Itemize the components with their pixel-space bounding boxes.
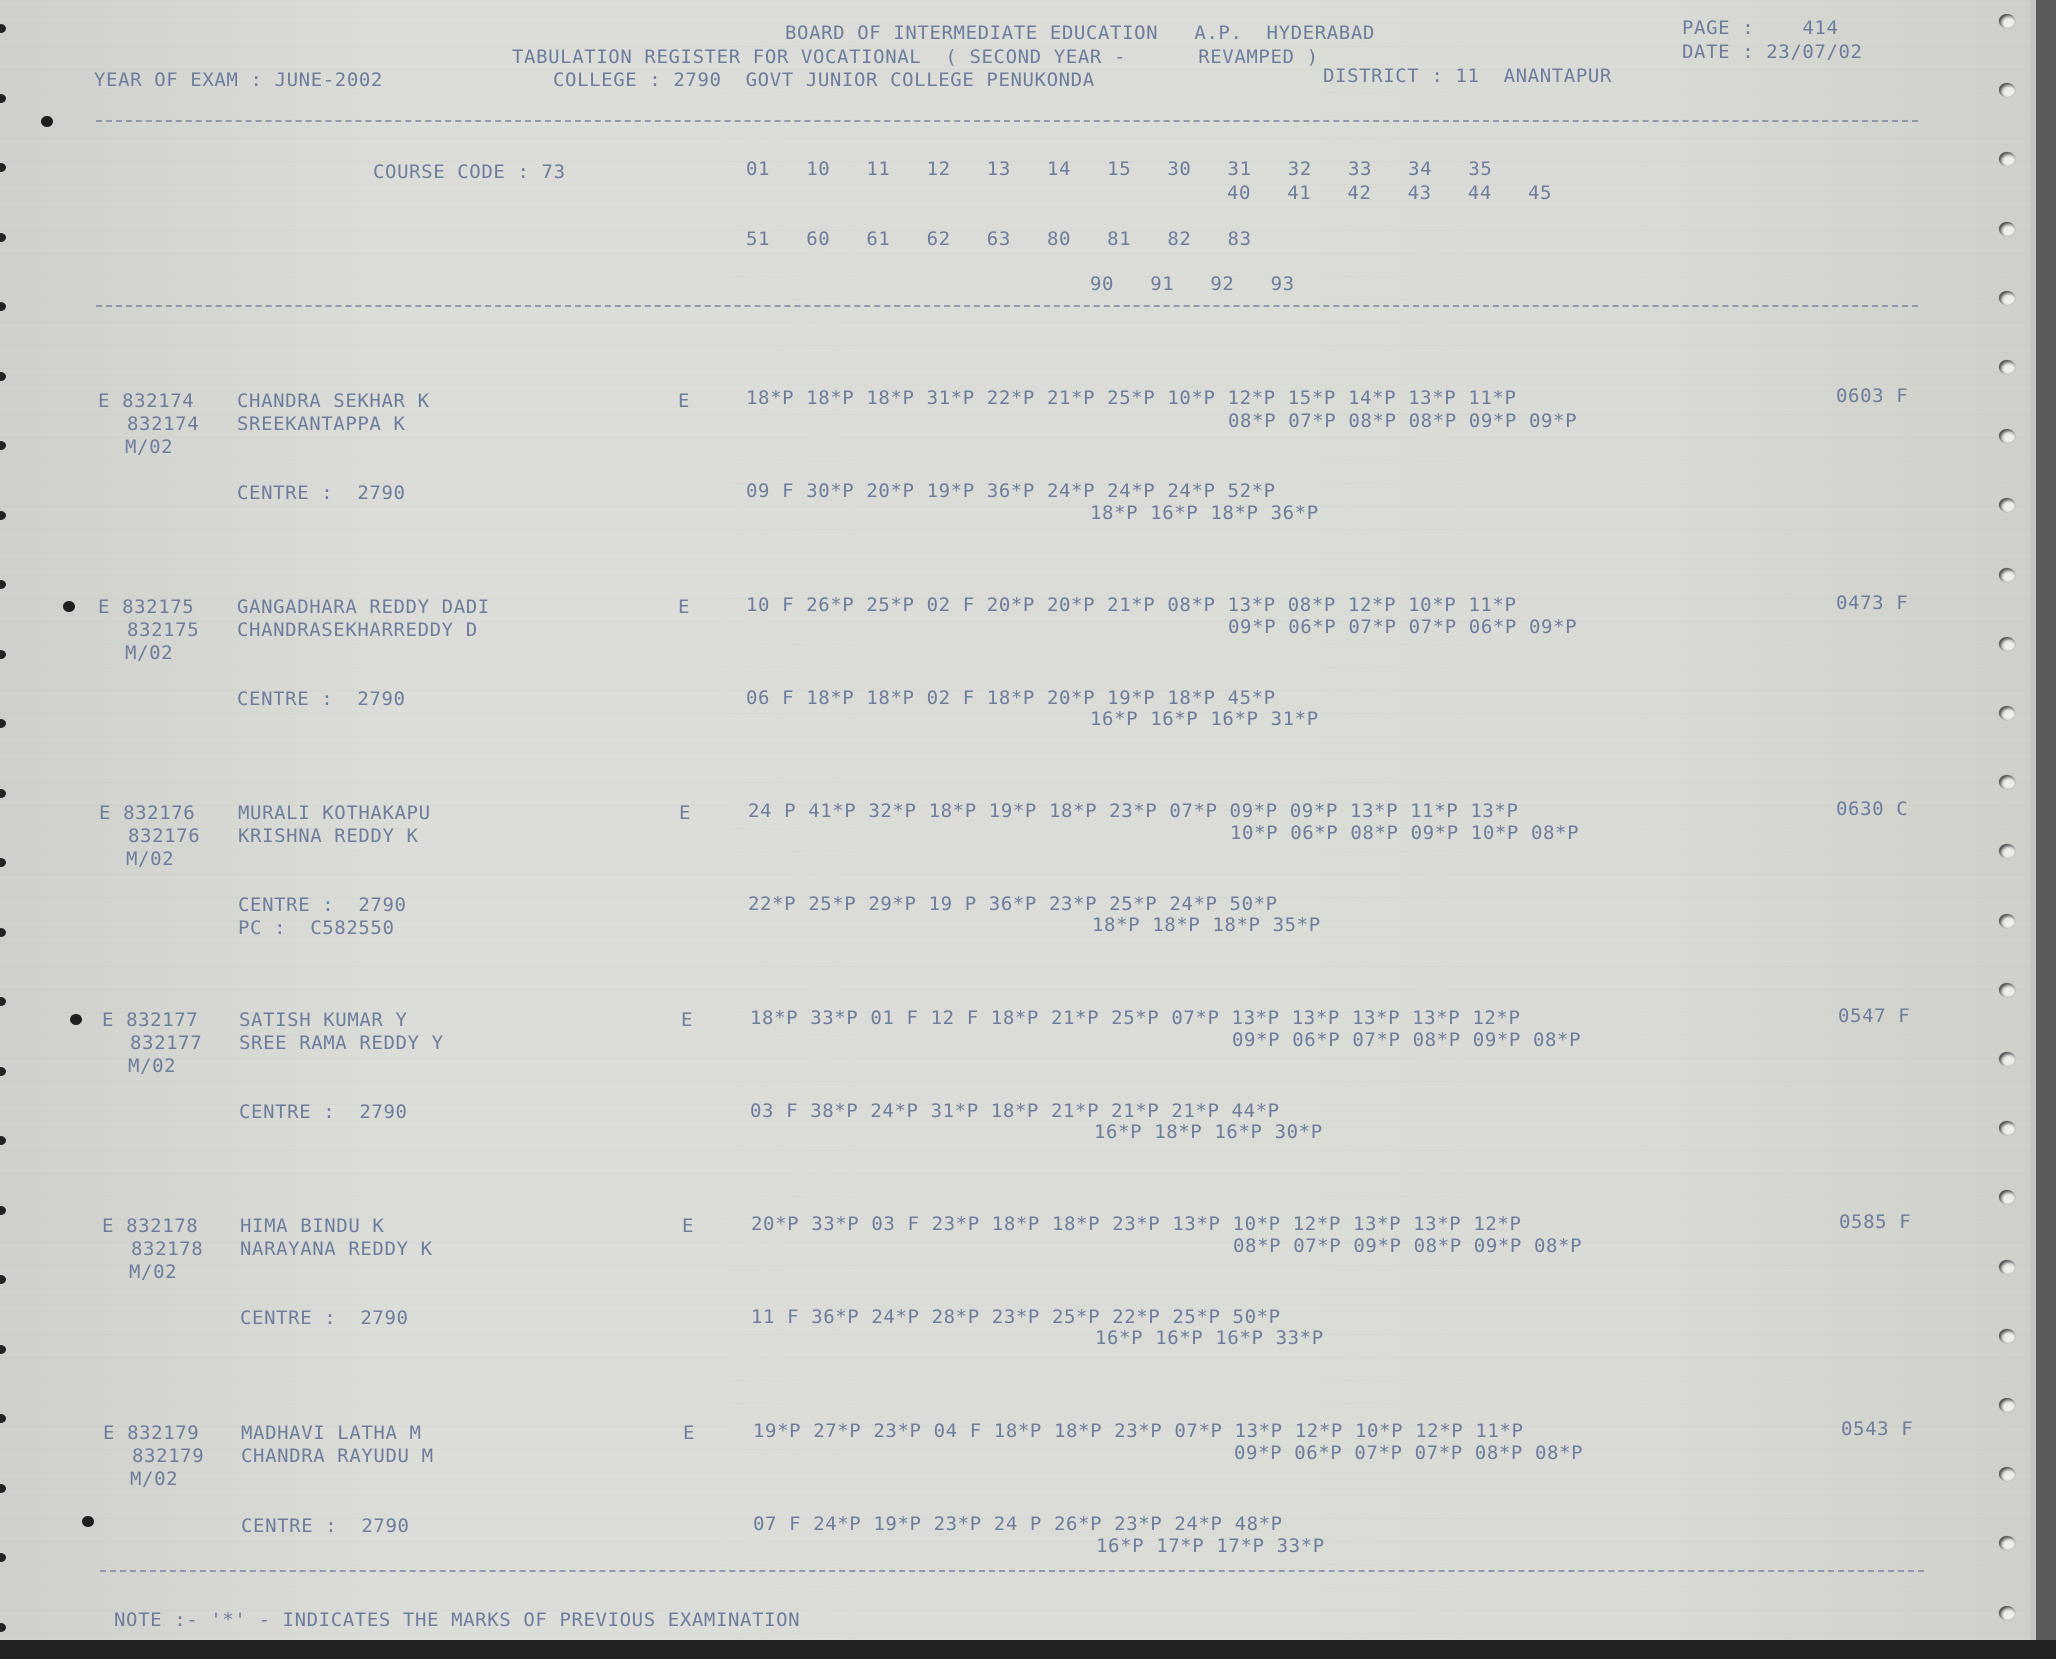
feed-hole-icon — [1999, 222, 2015, 236]
marks-line-b: 08*P 07*P 09*P 08*P 09*P 08*P — [1233, 1235, 1583, 1257]
marks-line-d: 16*P 16*P 16*P 33*P — [1095, 1327, 1324, 1349]
feed-hole-icon — [1999, 1606, 2015, 1620]
footer-divider — [100, 1570, 1924, 1572]
medium: E — [678, 390, 691, 412]
feed-hole-icon — [1999, 291, 2015, 305]
marks-line-c: 22*P 25*P 29*P 19 P 36*P 23*P 25*P 24*P 50*P — [748, 893, 1278, 915]
feed-hole-icon — [1999, 637, 2015, 651]
father-name: SREE RAMA REDDY Y — [239, 1032, 444, 1054]
student-name: MADHAVI LATHA M — [241, 1422, 422, 1444]
marks-line-d: 16*P 17*P 17*P 33*P — [1096, 1535, 1325, 1557]
register-number: 832174 — [127, 413, 200, 435]
marks-line-b: 09*P 06*P 07*P 08*P 09*P 08*P — [1232, 1029, 1582, 1051]
student-record — [0, 798, 2030, 1002]
session: M/02 — [125, 436, 174, 458]
centre: CENTRE : 2790 — [240, 1307, 409, 1329]
centre: CENTRE : 2790 — [238, 894, 407, 916]
student-name: MURALI KOTHAKAPU — [238, 802, 431, 824]
marks-line-c: 09 F 30*P 20*P 19*P 36*P 24*P 24*P 24*P 52*P — [746, 480, 1276, 502]
course-codes-row2: 40 41 42 43 44 45 — [1227, 182, 1553, 204]
pc-number: PC : C582550 — [238, 917, 395, 939]
medium: E — [679, 802, 692, 824]
marks-line-d: 16*P 16*P 16*P 31*P — [1090, 708, 1319, 730]
hall-ticket-number: E 832176 — [99, 802, 196, 824]
total-result: 0630 C — [1836, 798, 1909, 820]
marks-line-a: 10 F 26*P 25*P 02 F 20*P 20*P 21*P 08*P 13*P 08*P 12*P 10*P 11*P — [746, 594, 1517, 616]
feed-hole-icon — [1999, 914, 2015, 928]
marks-line-a: 20*P 33*P 03 F 23*P 18*P 18*P 23*P 13*P 10*P 12*P 13*P 13*P 12*P — [751, 1213, 1522, 1235]
father-name: CHANDRA RAYUDU M — [241, 1445, 434, 1467]
medium: E — [678, 596, 691, 618]
feed-hole-icon — [1999, 14, 2015, 28]
hall-ticket-number: E 832175 — [98, 596, 195, 618]
marks-line-a: 18*P 18*P 18*P 31*P 22*P 21*P 25*P 10*P 12*P 15*P 14*P 13*P 11*P — [746, 387, 1517, 409]
page-number: PAGE : 414 — [1682, 17, 1839, 39]
session: M/02 — [125, 642, 174, 664]
course-codes-row1: 01 10 11 12 13 14 15 30 31 32 33 34 35 — [746, 158, 1493, 180]
student-record — [0, 592, 2030, 796]
punch-hole-icon — [70, 1014, 82, 1025]
print-date: DATE : 23/07/02 — [1682, 41, 1863, 63]
feed-hole-icon — [1999, 1052, 2015, 1066]
feed-hole-icon — [1999, 983, 2015, 997]
punch-hole-icon — [82, 1516, 94, 1527]
register-title: TABULATION REGISTER FOR VOCATIONAL ( SECOND YEAR - REVAMPED ) — [512, 46, 1319, 68]
marks-line-c: 03 F 38*P 24*P 31*P 18*P 21*P 21*P 21*P 44*P — [750, 1100, 1280, 1122]
total-result: 0543 F — [1841, 1418, 1914, 1440]
marks-line-d: 18*P 16*P 18*P 36*P — [1090, 502, 1319, 524]
marks-line-c: 11 F 36*P 24*P 28*P 23*P 25*P 22*P 25*P 50*P — [751, 1306, 1281, 1328]
student-name: GANGADHARA REDDY DADI — [237, 596, 490, 618]
feed-hole-icon — [1999, 706, 2015, 720]
session: M/02 — [130, 1468, 179, 1490]
course-codes-row4: 90 91 92 93 — [1090, 273, 1295, 295]
register-number: 832179 — [132, 1445, 205, 1467]
student-name: HIMA BINDU K — [240, 1215, 385, 1237]
session: M/02 — [128, 1055, 177, 1077]
header-divider — [96, 120, 1918, 122]
marks-line-a: 19*P 27*P 23*P 04 F 18*P 18*P 23*P 07*P 13*P 12*P 10*P 12*P 11*P — [753, 1420, 1524, 1442]
centre: CENTRE : 2790 — [241, 1515, 410, 1537]
marks-line-b: 10*P 06*P 08*P 09*P 10*P 08*P — [1230, 822, 1580, 844]
feed-hole-icon — [1999, 1398, 2015, 1412]
student-name: CHANDRA SEKHAR K — [237, 390, 430, 412]
course-divider — [96, 305, 1918, 307]
hall-ticket-number: E 832174 — [98, 390, 195, 412]
student-name: SATISH KUMAR Y — [239, 1009, 408, 1031]
hall-ticket-number: E 832177 — [102, 1009, 199, 1031]
student-record — [0, 1211, 2030, 1415]
register-number: 832176 — [128, 825, 201, 847]
district-info: DISTRICT : 11 ANANTAPUR — [1323, 65, 1612, 87]
medium: E — [683, 1422, 696, 1444]
total-result: 0603 F — [1836, 385, 1909, 407]
college-info: COLLEGE : 2790 GOVT JUNIOR COLLEGE PENUKONDA — [553, 69, 1095, 91]
marks-line-b: 09*P 06*P 07*P 07*P 06*P 09*P — [1228, 616, 1578, 638]
feed-hole-icon — [1999, 360, 2015, 374]
feed-hole-icon — [1999, 1260, 2015, 1274]
course-codes-row3: 51 60 61 62 63 80 81 82 83 — [746, 228, 1252, 250]
feed-hole-icon — [1999, 568, 2015, 582]
punch-hole-icon — [63, 601, 75, 612]
course-code-label: COURSE CODE : 73 — [373, 161, 566, 183]
marks-line-a: 18*P 33*P 01 F 12 F 18*P 21*P 25*P 07*P 13*P 13*P 13*P 13*P 12*P — [750, 1007, 1521, 1029]
year-of-exam: YEAR OF EXAM : JUNE-2002 — [94, 69, 383, 91]
register-number: 832178 — [131, 1238, 204, 1260]
marks-line-c: 07 F 24*P 19*P 23*P 24 P 26*P 23*P 24*P 48*P — [753, 1513, 1283, 1535]
medium: E — [682, 1215, 695, 1237]
feed-hole-icon — [1999, 1329, 2015, 1343]
father-name: KRISHNA REDDY K — [238, 825, 419, 847]
student-record — [0, 1418, 2030, 1622]
marks-line-c: 06 F 18*P 18*P 02 F 18*P 20*P 19*P 18*P 45*P — [746, 687, 1276, 709]
marks-line-d: 16*P 18*P 16*P 30*P — [1094, 1121, 1323, 1143]
father-name: CHANDRASEKHARREDDY D — [237, 619, 478, 641]
marks-line-b: 09*P 06*P 07*P 07*P 08*P 08*P — [1234, 1442, 1584, 1464]
register-number: 832175 — [127, 619, 200, 641]
register-number: 832177 — [130, 1032, 203, 1054]
total-result: 0585 F — [1839, 1211, 1912, 1233]
punch-hole-icon — [41, 116, 53, 127]
hall-ticket-number: E 832179 — [103, 1422, 200, 1444]
student-record — [0, 1005, 2030, 1209]
total-result: 0473 F — [1836, 592, 1909, 614]
marks-line-d: 18*P 18*P 18*P 35*P — [1092, 914, 1321, 936]
student-record — [0, 385, 2030, 590]
page-bottom-edge — [0, 1640, 2056, 1659]
session: M/02 — [126, 848, 175, 870]
session: M/02 — [129, 1261, 178, 1283]
father-name: SREEKANTAPPA K — [237, 413, 406, 435]
total-result: 0547 F — [1838, 1005, 1911, 1027]
hall-ticket-number: E 832178 — [102, 1215, 199, 1237]
centre: CENTRE : 2790 — [237, 482, 406, 504]
centre: CENTRE : 2790 — [239, 1101, 408, 1123]
footnote: NOTE :- '*' - INDICATES THE MARKS OF PREVIOUS EXAMINATION — [114, 1609, 801, 1631]
medium: E — [681, 1009, 694, 1031]
board-title: BOARD OF INTERMEDIATE EDUCATION A.P. HYDERABAD — [785, 22, 1375, 44]
marks-line-b: 08*P 07*P 08*P 08*P 09*P 09*P — [1228, 410, 1578, 432]
father-name: NARAYANA REDDY K — [240, 1238, 433, 1260]
centre: CENTRE : 2790 — [237, 688, 406, 710]
marks-line-a: 24 P 41*P 32*P 18*P 19*P 18*P 23*P 07*P 09*P 09*P 13*P 11*P 13*P — [748, 800, 1519, 822]
